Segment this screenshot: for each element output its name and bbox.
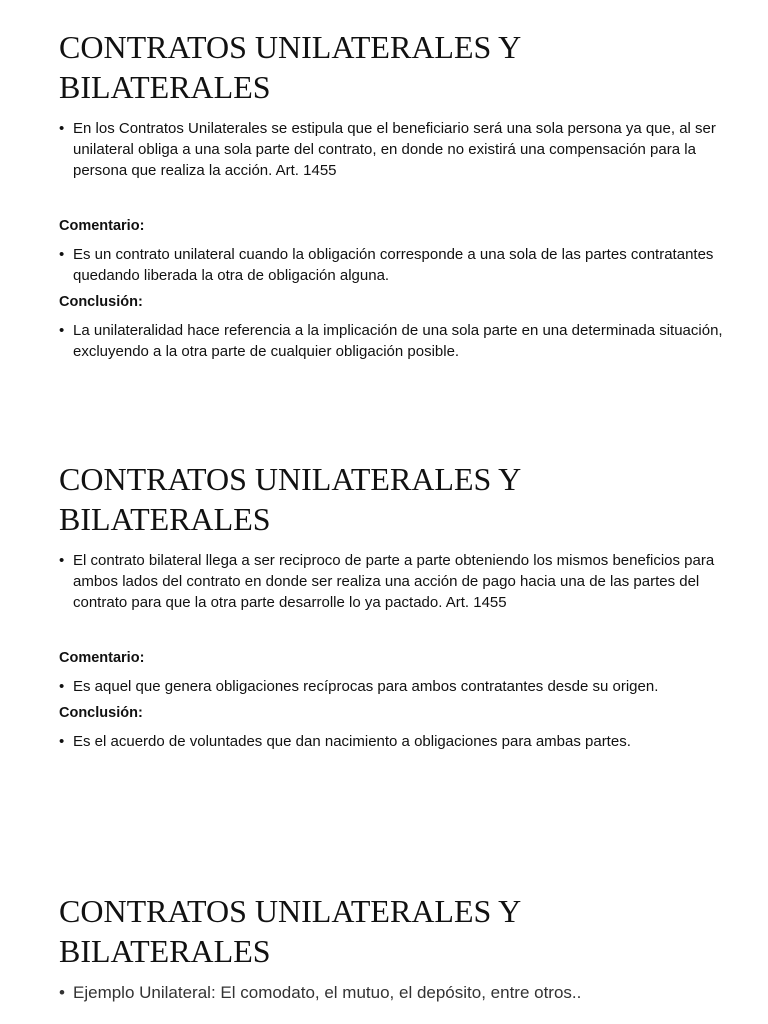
- conclusion-bullet: [59, 731, 729, 752]
- slide-title: CONTRATOS UNILATERALES Y BILATERALES: [59, 893, 521, 969]
- intro-bullet: [59, 118, 729, 181]
- comentario-bullet: [59, 244, 729, 286]
- comentario-label: Comentario:: [59, 218, 145, 234]
- slide-title: CONTRATOS UNILATERALES Y BILATERALES: [59, 29, 521, 105]
- comentario-bullet: [59, 676, 729, 697]
- intro-bullet: [59, 550, 729, 613]
- ejemplo-bullet: [59, 981, 729, 1005]
- slide-body: [59, 981, 729, 1005]
- slide-ejemplos: [0, 868, 768, 1024]
- intro-text: En los Contratos Unilaterales se estipula que el beneficiario será una sola persona ya que, al ser unilateral obliga a una sola parte del contrato, en donde no existirá una compensación para la persona que realiza la acción. Art. 1455: [73, 120, 716, 179]
- conclusion-label: Conclusión:: [59, 294, 143, 310]
- bullet-icon: •: [59, 678, 65, 695]
- comentario-text: Es un contrato unilateral cuando la obligación corresponde a una sola de las partes contratantes quedando liberada la otra de obligación alguna.: [73, 246, 714, 284]
- conclusion-label: Conclusión:: [59, 705, 143, 721]
- bullet-icon: •: [59, 552, 65, 569]
- comentario-label: Comentario:: [59, 650, 145, 666]
- slide-body: [59, 550, 729, 752]
- conclusion-text: La unilateralidad hace referencia a la implicación de una sola parte en una determinada situación, excluyendo a la otra parte de cualquier obligación posible.: [73, 322, 723, 360]
- bullet-icon: •: [59, 120, 65, 137]
- bullet-icon: •: [59, 322, 65, 339]
- intro-text: El contrato bilateral llega a ser reciproco de parte a parte obteniendo los mismos beneficios para ambos lados del contrato en donde ser realiza una acción de pago hacia una de las partes del contrato para que la otra parte desarrolle lo ya pactado. Art. 1455: [73, 552, 715, 611]
- comentario-text: Es aquel que genera obligaciones recíprocas para ambos contratantes desde su origen.: [73, 678, 659, 695]
- ejemplo-text: Ejemplo Unilateral: El comodato, el mutuo, el depósito, entre otros..: [73, 983, 582, 1002]
- bullet-icon: •: [59, 983, 65, 1002]
- slide-unilaterales: [0, 0, 768, 434]
- slide-title: CONTRATOS UNILATERALES Y BILATERALES: [59, 461, 521, 537]
- slide-body: [59, 118, 729, 362]
- bullet-icon: •: [59, 246, 65, 263]
- conclusion-bullet: [59, 320, 729, 362]
- conclusion-text: Es el acuerdo de voluntades que dan nacimiento a obligaciones para ambas partes.: [73, 733, 631, 750]
- slide-bilaterales: [0, 434, 768, 868]
- bullet-icon: •: [59, 733, 65, 750]
